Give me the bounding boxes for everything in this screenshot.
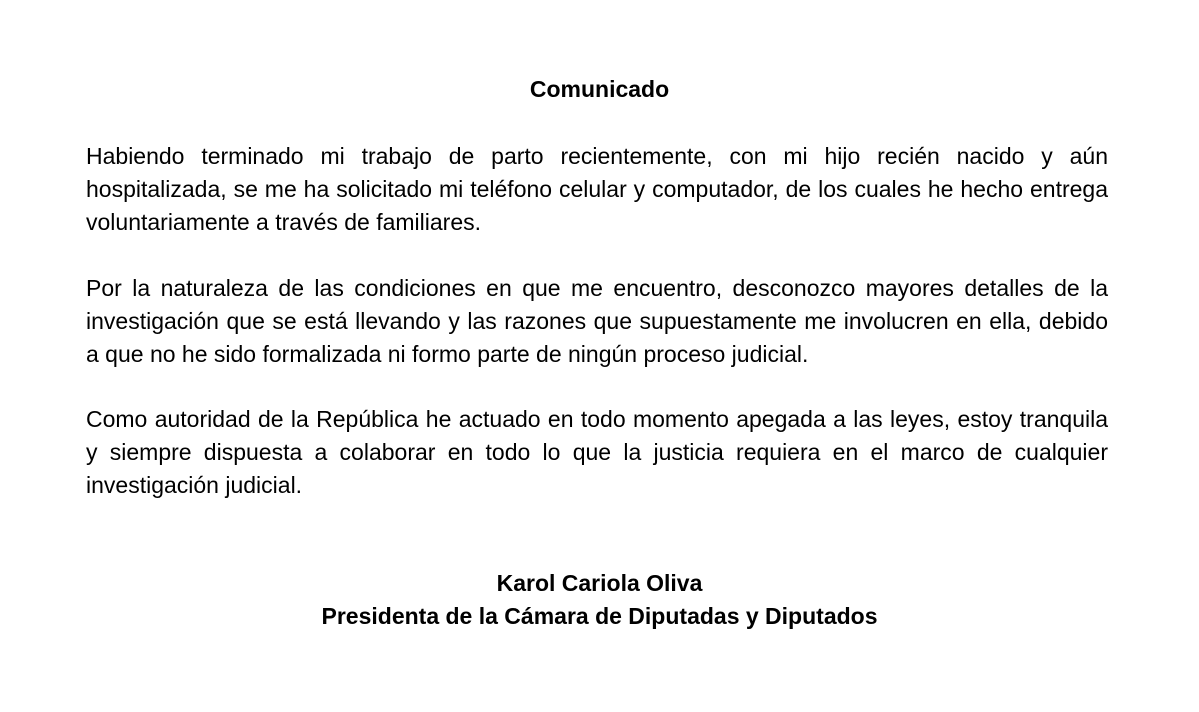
- signature-role: Presidenta de la Cámara de Diputadas y Diputados: [321, 603, 878, 629]
- paragraph-2: Por la naturaleza de las condiciones en que me encuentro, desconozco mayores detalles de la investigación que se está llevando y las razones que supuestamente me involucren en ella, debido a que no he sido formalizada ni formo parte de ningún proceso judicial.: [86, 275, 1108, 367]
- signature-name: Karol Cariola Oliva: [496, 570, 703, 596]
- paragraph-3: Como autoridad de la República he actuado en todo momento apegada a las leyes, estoy tranquila y siempre dispuesta a colaborar en todo lo que la justicia requiera en el marco de cualquier investigación judicial.: [86, 406, 1108, 498]
- document-title: Comunicado: [529, 76, 670, 102]
- paragraph-1: Habiendo terminado mi trabajo de parto recientemente, con mi hijo recién nacido y aún hospitalizada, se me ha solicitado mi teléfono celular y computador, de los cuales he hecho entrega voluntariamente a través de familiares.: [86, 143, 1108, 235]
